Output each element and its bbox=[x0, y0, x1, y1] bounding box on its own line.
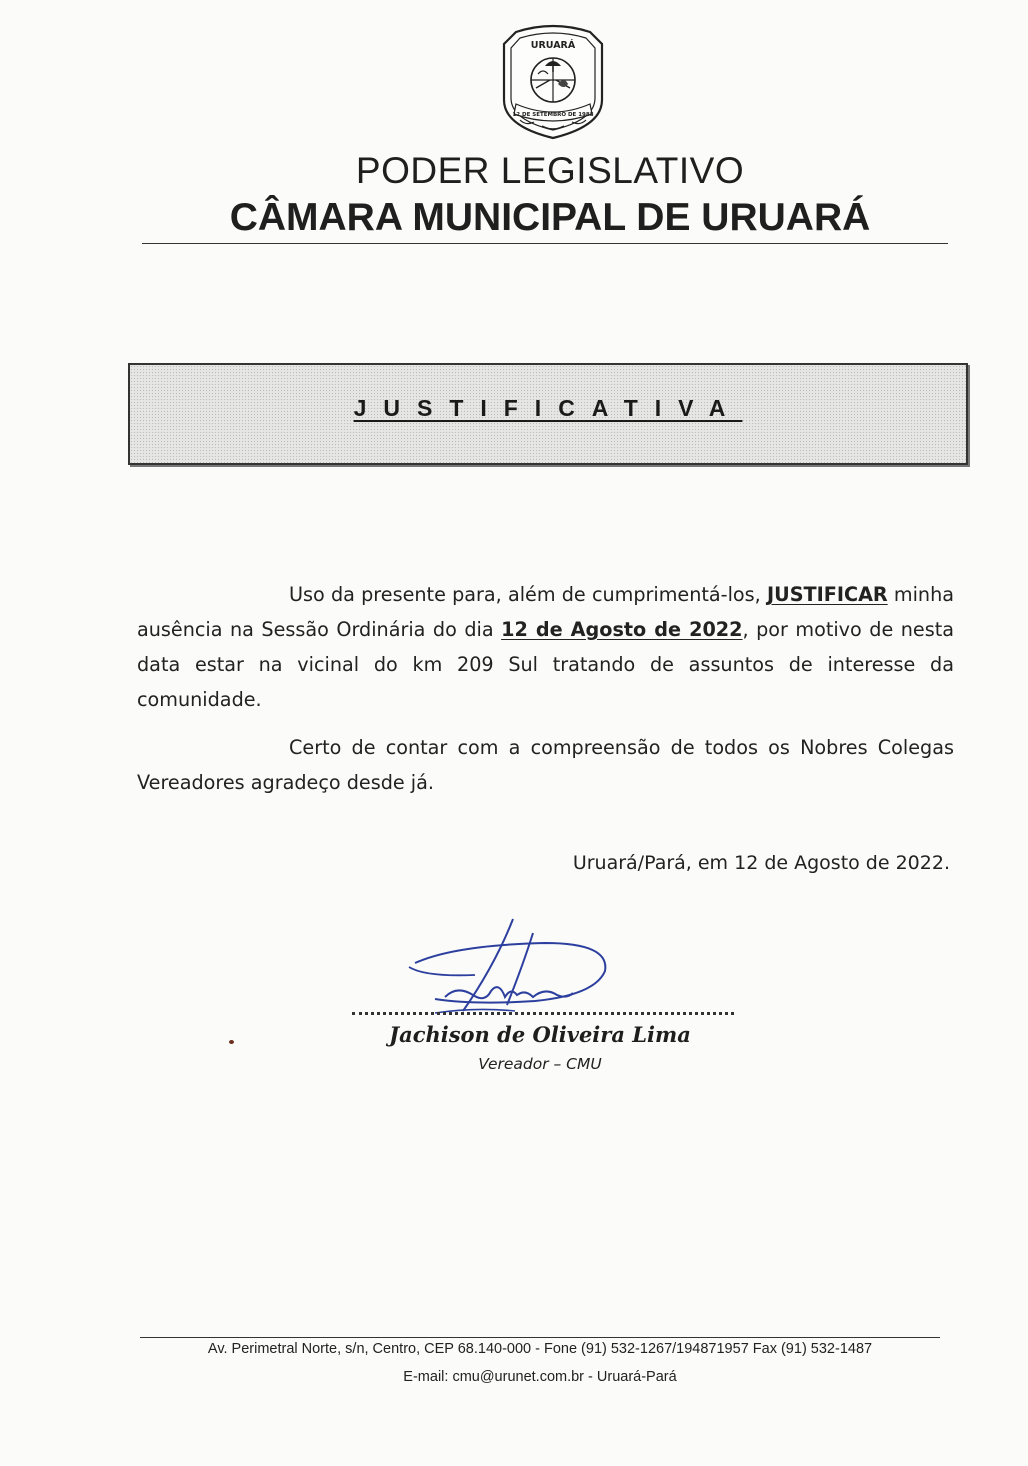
title-box bbox=[128, 363, 968, 465]
ink-spot bbox=[229, 1040, 234, 1044]
header-divider bbox=[142, 243, 948, 244]
body-paragraph-1 bbox=[137, 577, 954, 717]
footer-address: Av. Perimetral Norte, s/n, Centro, CEP 68.140-000 - Fone (91) 532-1267/194871957 Fax (91) 532-1487 bbox=[207, 1341, 873, 1357]
footer-divider bbox=[140, 1337, 940, 1338]
p1-text-e: , por motivo de nesta data estar na vicinal do km 209 Sul tratando de assuntos de interesse da comunidade. bbox=[137, 618, 954, 711]
header-poder-legislativo: PODER LEGISLATIVO bbox=[355, 150, 745, 191]
handwritten-signature bbox=[395, 915, 625, 1025]
signatory-name: Jachison de Oliveira Lima bbox=[389, 1022, 691, 1047]
p1-emphasis-date: 12 de Agosto de 2022 bbox=[501, 618, 743, 641]
municipal-seal-emblem bbox=[498, 22, 608, 140]
signatory-role: Vereador – CMU bbox=[478, 1055, 602, 1073]
p2-text: Certo de contar com a compreensão de todos os Nobres Colegas Vereadores agradeço desde já. bbox=[137, 736, 954, 794]
seal-ribbon-text: 12 DE SETEMBRO DE 1988 bbox=[512, 112, 594, 118]
p1-text-a: Uso da presente para, além de cumprimentá-los, bbox=[289, 583, 767, 606]
header-camara-municipal: CÂMARA MUNICIPAL DE URUARÁ bbox=[229, 196, 871, 239]
place-date-line: Uruará/Pará, em 12 de Agosto de 2022. bbox=[572, 852, 950, 874]
signature-dotted-line bbox=[352, 1012, 734, 1015]
p1-text-c: minha ausência na Sessão Ordinária do dia bbox=[137, 583, 955, 641]
footer-email: E-mail: cmu@urunet.com.br - Uruará-Pará bbox=[403, 1369, 677, 1385]
body-paragraph-2 bbox=[137, 730, 954, 800]
document-title: JUSTIFICATIVA bbox=[353, 395, 743, 421]
p1-emphasis-justificar: JUSTIFICAR bbox=[766, 583, 888, 606]
seal-top-text: URUARÁ bbox=[530, 40, 576, 51]
